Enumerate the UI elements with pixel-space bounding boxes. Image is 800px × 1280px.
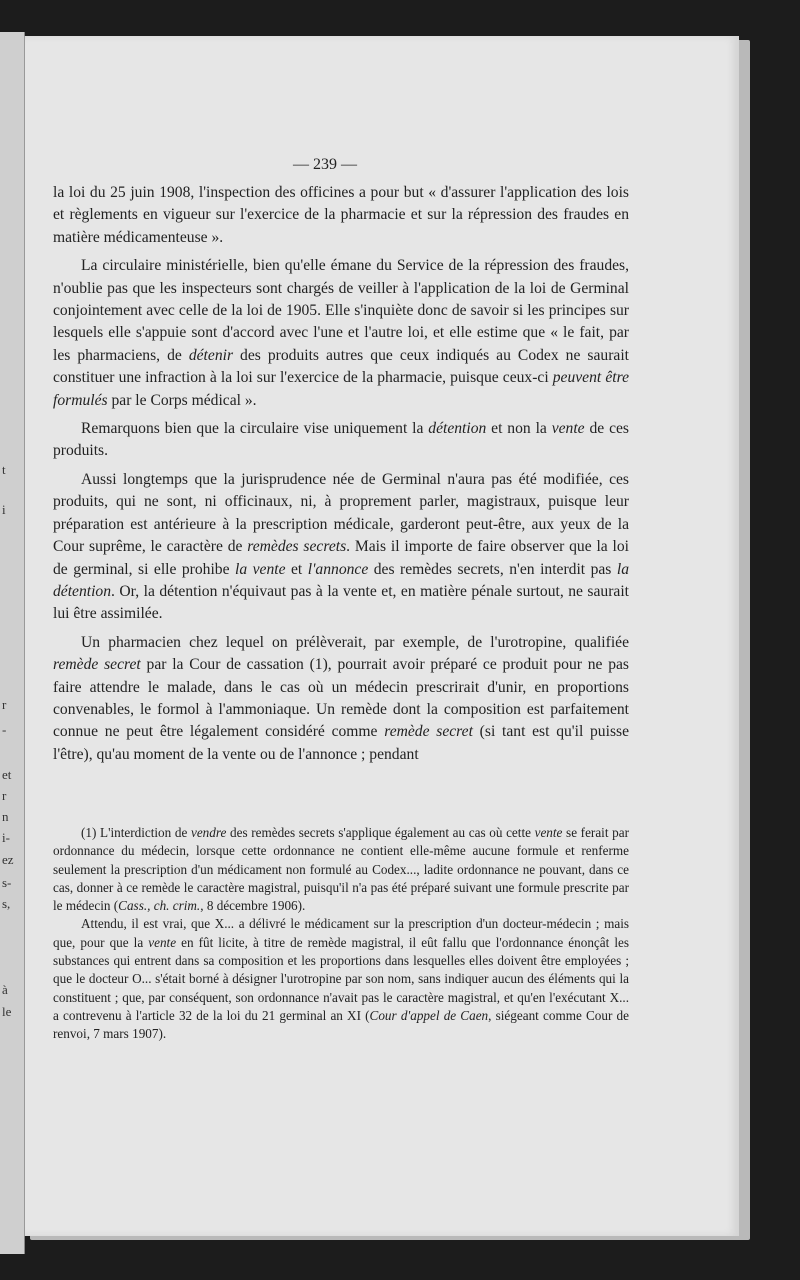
text-run: en fût licite, à titre de remède magistral, il eût fallu que l'ordonnance énonçât les substances qui entrent dans sa composition et les proportions dans lesquelles elles doivent être employées ; que le docteur O... s'était borné à désigner l'urotropine par son nom, sans indiquer aucun des éléments qui la constituent ; que, par conséquent, son ordonnance n'avait pas le caractère magistral, et qu'en l'exécutant X... a contrevenu à l'article 32 de la loi du 21 germinal an XI ( — [53, 934, 629, 1023]
book-page — [24, 36, 739, 1236]
text-run: par la Cour de cassation (1), pourrait avoir préparé ce produit pour ne pas faire attendre le malade, dans le cas où un médecin prescrirait d'unir, en proportions convenables, le formol à l'ammoniaque. Un remède dont la composition est parfaitement connue ne peut être légalement considéré comme — [53, 656, 629, 741]
text-run: Remarquons bien que la circulaire vise uniquement la — [81, 420, 429, 438]
italic-run: la vente — [235, 560, 286, 578]
text-run: et — [285, 560, 308, 578]
italic-run: remèdes secrets — [247, 538, 347, 556]
margin-fragment: - — [2, 722, 7, 737]
text-run: Attendu, il est vrai, que X... a délivré le médicament sur la prescription d'un docteur-médecin ; mais que, pour que la — [53, 916, 629, 950]
italic-run: Cass., ch. crim. — [118, 898, 201, 914]
footnote — [53, 915, 629, 1043]
paragraph — [53, 469, 629, 626]
italic-run: Cour d'appel de Caen — [369, 1007, 489, 1023]
italic-run: remède secret — [53, 656, 141, 674]
main-text — [53, 182, 629, 772]
margin-fragment: n — [2, 809, 9, 824]
text-run: La circulaire ministérielle, bien qu'elle émane du Service de la répression des fraudes, n'oublie pas que les inspecteurs sont chargés de veiller à l'application de la loi de Germinal conjointement avec celle de la loi de 1905. Elle s'inquiète donc de savoir si les principes sur lesquels elle s'appuie sont d'accord avec l'une et l'autre loi, et elle estime que « le fait, par les pharmaciens, de — [53, 257, 629, 364]
text-run: la loi du 25 juin 1908, l'inspection des officines a pour but « d'assurer l'application des lois et règlements en vigueur sur l'exercice de la pharmacie et sur la répression des fraudes en matière médicamenteuse ». — [53, 184, 629, 246]
italic-run: remède secret — [384, 723, 473, 741]
text-run: , siégeant comme Cour de renvoi, 7 mars 1907). — [53, 1007, 629, 1042]
margin-fragment: i — [2, 502, 6, 517]
adjacent-page-edge — [0, 32, 25, 1254]
italic-run: vendre — [190, 825, 227, 840]
margin-fragment: i- — [2, 830, 10, 845]
paragraph — [53, 255, 629, 412]
margin-fragment: le — [2, 1004, 12, 1019]
text-run: Un pharmacien chez lequel on prélèverait, par exemple, de l'urotropine, qualifiée — [81, 633, 629, 651]
text-run: des remèdes secrets, n'en interdit pas — [368, 560, 617, 578]
margin-fragment: et — [2, 767, 12, 782]
text-run: de ces produits. — [53, 420, 629, 460]
margin-fragment: s- — [2, 875, 12, 890]
italic-run: détenir — [188, 346, 234, 364]
text-run: par le Corps médical ». — [107, 391, 257, 409]
paragraph — [53, 418, 629, 463]
italic-run: peuvent être formulés — [53, 369, 629, 409]
text-run: Aussi longtemps que la jurisprudence née de Germinal n'aura pas été modifiée, ces produits, qui ne sont, ni officinaux, ni, à proprement parler, magistraux, puisque leur préparation est antérieure à la prescription médicale, garderont peut-être, aux yeux de la Cour suprême, le caractère de — [53, 470, 629, 556]
text-run: des produits autres que ceux indiqués au Codex ne saurait constituer une infraction à la loi sur l'exercice de la pharmacie, puisque ceux-ci — [53, 346, 629, 387]
italic-run: vente — [534, 825, 563, 840]
text-run: (si tant est qu'il puisse l'être), qu'au moment de la vente ou de l'annonce ; pendant — [53, 723, 629, 763]
text-run: (1) L'interdiction de — [81, 825, 191, 840]
paragraph — [53, 632, 629, 766]
footnote — [53, 824, 629, 915]
footnotes — [53, 824, 629, 1044]
margin-fragment: ez — [2, 852, 14, 867]
margin-fragment: à — [2, 982, 8, 997]
italic-run: détention — [428, 420, 487, 438]
text-run: des remèdes secrets s'applique également au cas où cette — [226, 825, 535, 840]
margin-fragment: s, — [2, 896, 11, 911]
italic-run: la détention — [53, 560, 630, 600]
text-run: , 8 décembre 1906). — [200, 898, 306, 914]
text-run: se ferait par ordonnance du médecin, lorsque cette ordonnance ne contient elle-même aucune formule et renferme seulement la prescription d'un médicament non formulé au Codex..., ladite ordonnance ne pouvant, dans ce cas, donner à ce remède le caractère magistral, puisqu'il n'a pas été préparé suivant une formule prescrite par le médecin ( — [53, 825, 629, 914]
italic-run: vente — [148, 934, 177, 950]
italic-run: l'annonce — [307, 560, 369, 578]
margin-fragment: t — [2, 462, 6, 477]
page-number: — 239 — — [293, 156, 357, 173]
text-run: et non la — [486, 420, 552, 438]
text-run: . Mais il importe de faire observer que la loi de germinal, si elle prohibe — [53, 538, 629, 578]
italic-run: vente — [551, 420, 585, 438]
text-run: . Or, la détention n'équivaut pas à la vente et, en matière pénale surtout, ne saurait lui être assimilée. — [53, 582, 629, 623]
margin-fragment: r — [2, 788, 7, 803]
paragraph — [53, 182, 629, 249]
margin-fragment: r — [2, 697, 7, 712]
